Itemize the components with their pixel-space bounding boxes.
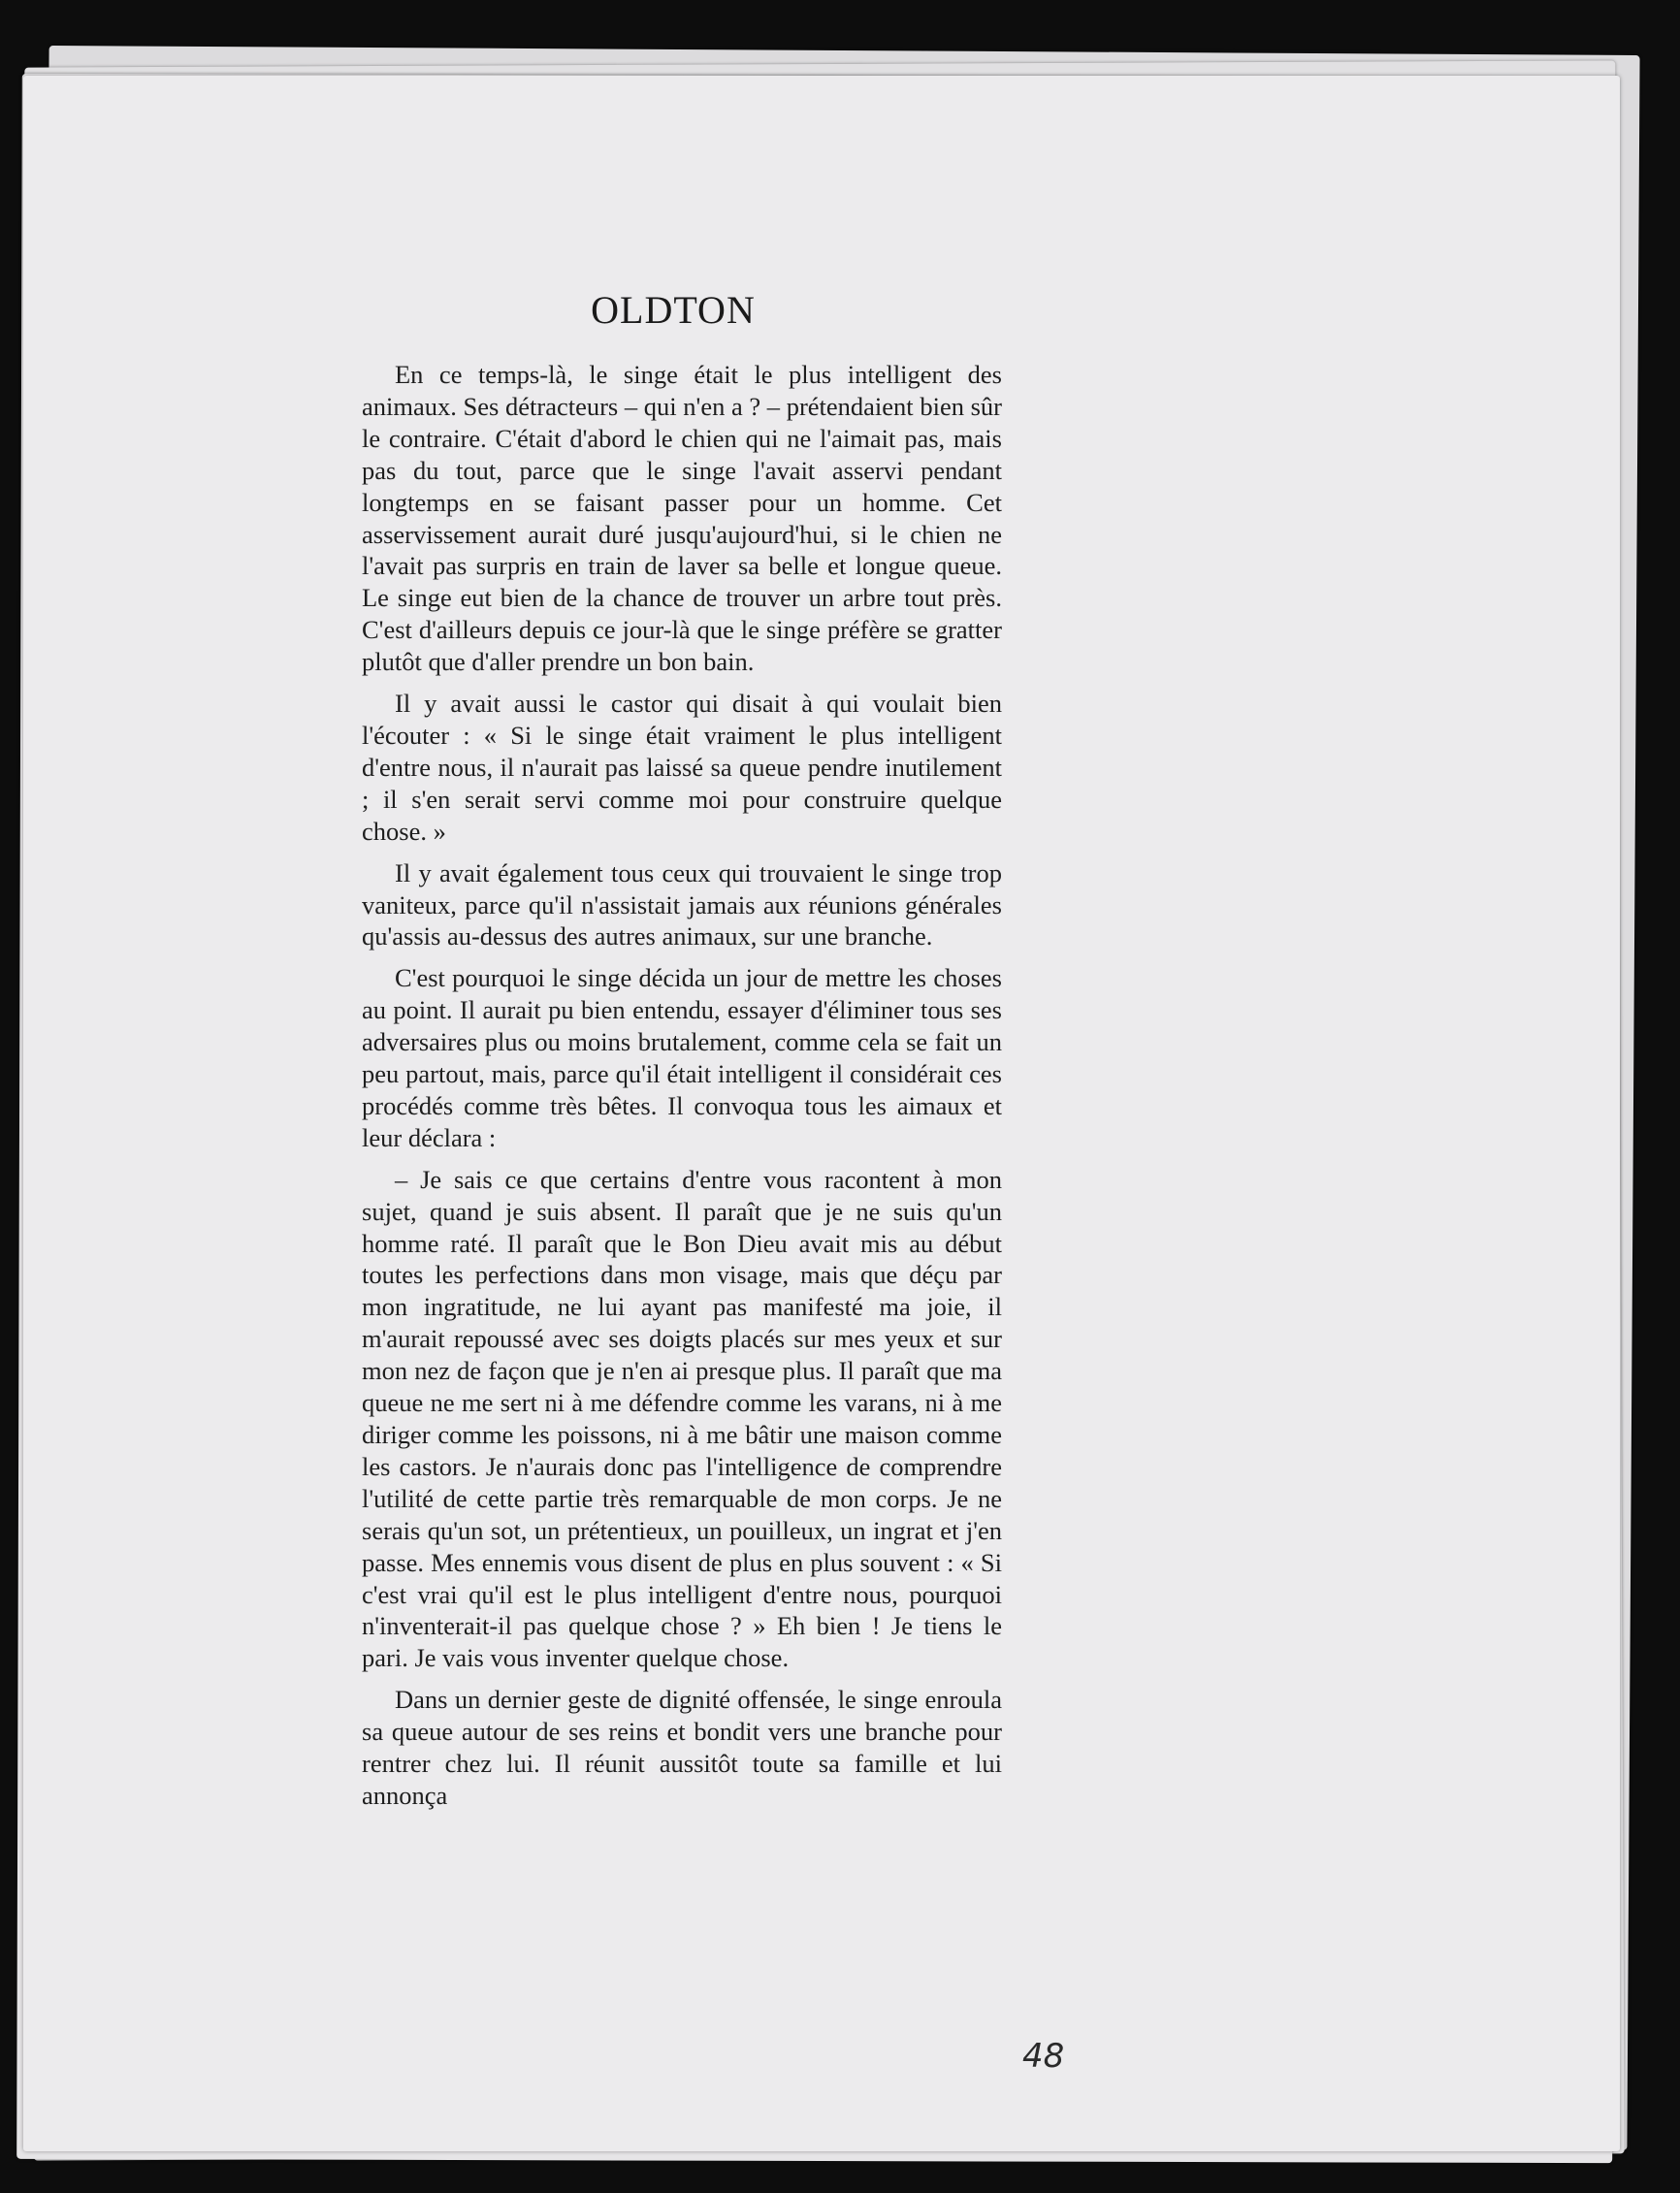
- paragraph: – Je sais ce que certains d'entre vous racontent à mon sujet, quand je suis absent. Il paraît que je ne suis qu'un homme raté. Il paraît que le Bon Dieu avait mis au début toutes les perfections dans mon visage, mais que déçu par mon ingratitude, ne lui ayant pas manifesté ma joie, il m'aurait repoussé avec ses doigts placés sur mes yeux et sur mon nez de façon que je n'en ai presque plus. Il paraît que ma queue ne me sert ni à me défendre comme les varans, ni à me diriger comme les poissons, ni à me bâtir une maison comme les castors. Je n'aurais donc pas l'intelligence de comprendre l'utilité de cette partie très remarquable de mon corps. Je ne serais qu'un sot, un prétentieux, un pouilleux, un ingrat et j'en passe. Mes ennemis vous disent de plus en plus souvent : « Si c'est vrai qu'il est le plus intelligent d'entre nous, pourquoi n'inventerait-il pas quelque chose ? » Eh bien ! Je tiens le pari. Je vais vous inventer quelque chose.: [362, 1164, 1002, 1673]
- paragraph: Il y avait également tous ceux qui trouvaient le singe trop vaniteux, parce qu'il n'assistait jamais aux réunions générales qu'assis au-dessus des autres animaux, sur une branche.: [362, 857, 1002, 951]
- paragraph: Il y avait aussi le castor qui disait à qui voulait bien l'écouter : « Si le singe était vraiment le plus intelligent d'entre nous, il n'aurait pas laissé sa queue pendre inutilement ; il s'en serait servi comme moi pour construire quelque chose. »: [362, 689, 1002, 846]
- body-text: [362, 359, 1002, 1822]
- paragraph: Dans un dernier geste de dignité offensée, le singe enroula sa queue autour de ses reins et bondit vers une branche pour rentrer chez lui. Il réunit aussitôt toute sa famille et lui annonça: [362, 1685, 1002, 1810]
- page-number: 48: [1022, 2037, 1065, 2076]
- paragraph: En ce temps-là, le singe était le plus intelligent des animaux. Ses détracteurs – qui n'en a ? – prétendaient bien sûr le contraire. C'était d'abord le chien qui ne l'aimait pas, mais pas du tout, parce que le singe l'avait asservi pendant longtemps en se faisant passer pour un homme. Cet asservissement aurait duré jusqu'aujourd'hui, si le chien ne l'avait pas surpris en train de laver sa belle et longue queue. Le singe eut bien de la chance de trouver un arbre tout près. C'est d'ailleurs depuis ce jour-là que le singe préfère se gratter plutôt que d'aller prendre un bon bain.: [362, 360, 1002, 677]
- page-title: OLDTON: [591, 288, 756, 332]
- paragraph: C'est pourquoi le singe décida un jour de mettre les choses au point. Il aurait pu bien entendu, essayer d'éliminer tous ses adversaires plus ou moins brutalement, comme cela se fait un peu partout, mais, parce qu'il était intelligent il considérait ces procédés comme très bêtes. Il convoqua tous les aimaux et leur déclara :: [362, 963, 1002, 1152]
- document-page: [23, 76, 1620, 2151]
